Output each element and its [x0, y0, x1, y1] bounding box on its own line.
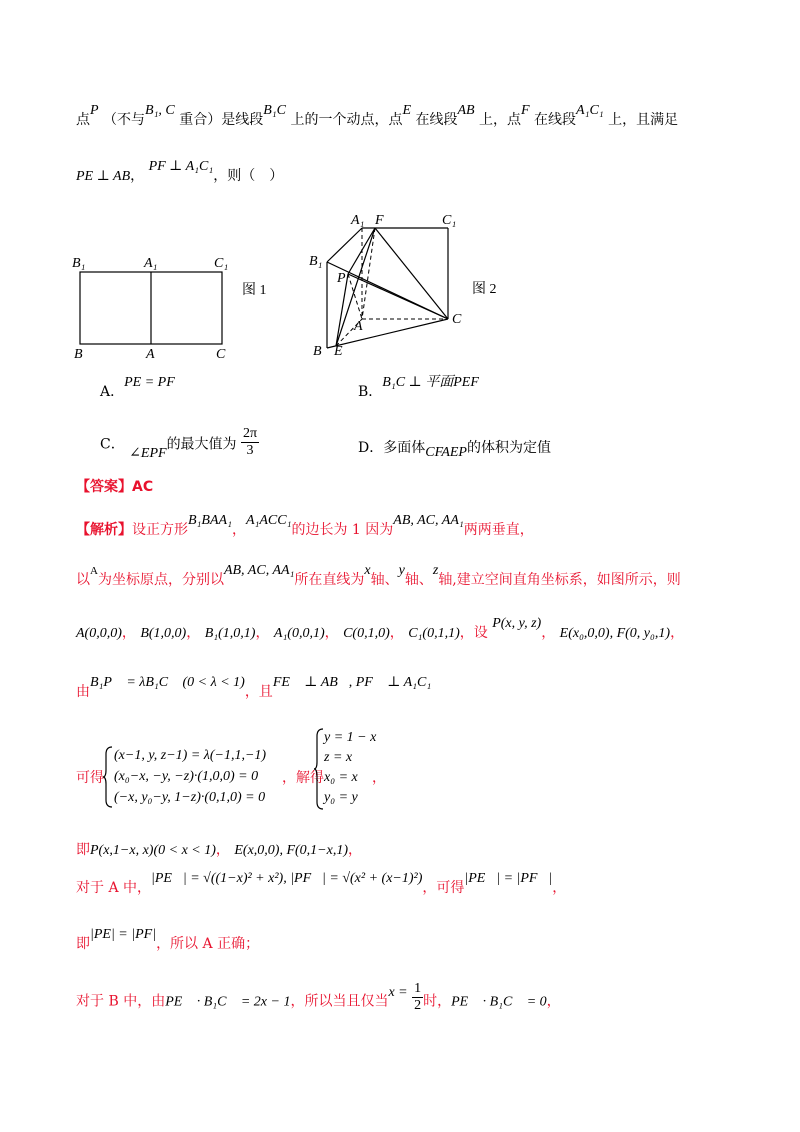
analysis-text: 所在直线为 [294, 572, 365, 588]
analysis-text: 轴、 [370, 572, 399, 588]
analysis-line-5-label [76, 768, 104, 788]
analysis-math: FE⃗ ⊥ AB⃗, PF⃗ ⊥ A₁C₁⃗ [272, 675, 443, 690]
analysis-math: |PE⃗| = |PF⃗| [464, 871, 553, 886]
analysis-math: AB, AC, AA₁ [393, 513, 464, 528]
analysis-text: ，设 [459, 625, 488, 641]
analysis-text: 由 [76, 684, 90, 700]
q-text: 重合）是线段 [179, 112, 264, 128]
answer-line [76, 477, 153, 497]
option-d-text: 多面体 [383, 440, 426, 456]
fig1-label-B: B [74, 347, 83, 362]
coord-EF: E(x₀,0,0), F(0, y₀,1) [559, 626, 671, 641]
answer-label: 【答案】 [76, 479, 132, 495]
fig2-label-F: F [375, 213, 384, 228]
q-math: A₁C₁ [576, 103, 604, 118]
fig2-label-E: E [334, 344, 343, 359]
system-2-eq-3: x₀ = x [324, 770, 358, 785]
option-c-denominator: 3 [246, 443, 254, 458]
analysis-math: P(x,1−x, x)(0 < x < 1) [90, 843, 216, 858]
q-math: AB [457, 103, 475, 118]
q-text: 上的一个动点，点 [290, 112, 403, 128]
analysis-text: 两两垂直， [463, 522, 534, 538]
q-math: P [90, 103, 99, 118]
fig2-edge [327, 319, 448, 348]
analysis-math: B₁BAA₁ [188, 513, 232, 528]
analysis-line-8 [76, 927, 260, 955]
option-c [100, 428, 259, 461]
q-math: E [402, 103, 412, 118]
analysis-text: 轴、 [404, 572, 433, 588]
fraction-numerator: 1 [414, 981, 422, 996]
fig2-dashed-edge [362, 228, 375, 319]
q-math: B₁C [263, 103, 286, 118]
coord-A: A(0,0,0) [76, 626, 122, 641]
fig2-label-A: A [354, 319, 363, 334]
system-1-eq-2: (x₀−x, −y, −z)·(1,0,0) = 0 [114, 769, 259, 784]
coord-B: B(1,0,0) [140, 626, 187, 641]
system-2-eq-2: z = x [324, 750, 353, 765]
analysis-math: |PE| = |PF| [90, 927, 157, 942]
figure-1 [60, 245, 280, 365]
analysis-text: ，可得 [422, 880, 465, 896]
option-d-math: CFAEP [425, 445, 467, 460]
question-line-1 [76, 103, 679, 131]
coord-B1: B₁(1,0,1) [204, 626, 256, 641]
option-b-label: B． [358, 384, 383, 400]
q-text: ， [130, 168, 145, 184]
analysis-math: x [364, 563, 371, 578]
option-c-math: ∠EPF [129, 445, 167, 461]
fig2-label-C: C [452, 312, 462, 327]
left-brace-2 [314, 728, 324, 810]
q-text: 上，且满足 [608, 112, 679, 128]
option-d [358, 438, 551, 459]
analysis-text: 设正方形 [132, 522, 188, 538]
fig2-edge [327, 228, 362, 262]
figure-2 [305, 210, 525, 360]
analysis-math: z [432, 563, 439, 578]
analysis-text: 即 [76, 936, 90, 952]
coord-C: C(0,1,0) [343, 626, 390, 641]
analysis-comma: ， [372, 770, 386, 786]
answer-value: AC [132, 479, 154, 495]
fig2-dashed-edge [348, 274, 362, 319]
analysis-math: PE⃗ · B₁C⃗ = 0 [451, 994, 547, 1010]
q-math: PE ⊥ AB [76, 169, 131, 184]
system-2-eq-1: y = 1 − x [324, 730, 377, 745]
system-1-eq-3: (−x, y₀−y, 1−z)·(0,1,0) = 0 [114, 790, 266, 805]
fig2-label-P: P [337, 271, 346, 286]
option-c-text: 的最大值为 [166, 436, 237, 453]
q-text: 点 [76, 112, 90, 128]
q-math: B₁, C [145, 103, 175, 118]
fig1-label-B1: B₁ [72, 256, 86, 271]
analysis-math: A₁ACC₁ [245, 513, 292, 528]
analysis-math: PE⃗ · B₁C⃗ = 2x − 1 [165, 994, 291, 1010]
option-c-numerator: 2π [243, 426, 258, 441]
fraction-denominator: 2 [414, 998, 422, 1013]
analysis-line-3: A(0,0,0)， B(1,0,0)， B₁(1,0,1)， A₁(0,0,1)， C(0,1,0)， C₁(0,1,1)，设 P(x, y, z)， E(x₀,0,0), F(0, y₀,1)， [76, 616, 685, 641]
fig1-label-A1: A₁ [144, 256, 158, 271]
option-a-label: A． [100, 384, 125, 400]
analysis-text: 即 [76, 842, 90, 858]
analysis-math: |PE⃗| = √((1−x)² + x²), |PF⃗| = √(x² + (x−1)²) [151, 871, 423, 886]
analysis-math: B₁P⃗ = λB₁C⃗ (0 < λ < 1) [90, 675, 245, 690]
q-text: 在线段 [415, 112, 458, 128]
analysis-math: y [398, 563, 405, 578]
analysis-text: 时， [423, 993, 452, 1010]
analysis-line-2 [76, 563, 681, 591]
analysis-math: x = [388, 984, 408, 1000]
q-text: （不与 [103, 112, 146, 128]
analysis-text: 轴,建立空间直角坐标系，如图所示，则 [438, 572, 681, 588]
analysis-math: AB, AC, AA₁ [223, 563, 295, 578]
fig2-caption: 图 2 [472, 282, 497, 297]
analysis-line-1: 【解析】设正方形B₁BAA₁，A₁ACC₁的边长为 1 因为AB, AC, AA₁两两垂直， [76, 513, 534, 538]
left-brace-1 [103, 746, 113, 808]
option-d-text: 的体积为定值 [466, 440, 551, 456]
analysis-text: 以 [76, 572, 90, 588]
analysis-text: ，所以 A 正确； [156, 936, 260, 952]
fig2-label-C1: C₁ [442, 213, 457, 228]
fig2-label-B1: B₁ [309, 254, 323, 269]
coord-P: P(x, y, z) [492, 616, 542, 631]
option-c-fraction [241, 426, 259, 459]
analysis-text: 的边长为 1 因为 [291, 522, 394, 538]
q-text: ，则（ ） [213, 168, 284, 184]
q-text: 上，点 [479, 112, 522, 128]
analysis-text: 为坐标原点，分别以 [97, 572, 224, 588]
analysis-text: 对于 A 中， [76, 880, 152, 896]
option-a [100, 375, 175, 403]
option-d-label: D． [358, 440, 384, 456]
fig2-label-A1: A₁ [351, 213, 365, 228]
analysis-text: 对于 B 中，由 [76, 993, 166, 1010]
option-b [358, 375, 479, 403]
option-a-math: PE = PF [124, 375, 175, 390]
system-1-eq-1: (x−1, y, z−1) = λ(−1,1,−1) [114, 748, 267, 763]
q-math: PF ⊥ A₁C₁ [148, 159, 214, 174]
question-line-2 [76, 159, 284, 187]
coord-C1: C₁(0,1,1) [408, 626, 460, 641]
fig1-label-C: C [216, 347, 226, 362]
analysis-line-4 [76, 675, 443, 703]
fig2-edge [375, 228, 448, 319]
analysis-text: ，所以当且仅当 [290, 993, 389, 1010]
analysis-text: ，且 [244, 684, 273, 700]
fig1-label-C1: C₁ [214, 256, 229, 271]
analysis-fraction [412, 981, 423, 1014]
fig2-label-B: B [313, 344, 322, 359]
system-2-eq-4: y₀ = y [324, 790, 358, 805]
analysis-text: 可得 [76, 770, 104, 786]
analysis-text: ，解得 [282, 770, 324, 786]
option-b-math: B₁C ⊥ 平面PEF [382, 375, 479, 390]
fig1-caption: 图 1 [242, 283, 267, 298]
fig1-label-A: A [146, 347, 155, 362]
analysis-math: E(x,0,0), F(0,1−x,1) [234, 843, 348, 858]
q-text: 在线段 [534, 112, 577, 128]
option-c-label: C． [100, 436, 125, 453]
analysis-math: A [90, 565, 98, 577]
analysis-line-9: 对于 B 中，由PE⃗ · B₁C⃗ = 2x − 1，所以当且仅当x = $\frac{1}{2}$ 时，PE⃗ · B₁C⃗ = 0， [76, 981, 561, 1013]
analysis-line-7: 对于 A 中，|PE⃗| = √((1−x)² + x²), |PF⃗| = √(x² + (x−1)²)，可得|PE⃗| = |PF⃗|， [76, 871, 567, 896]
q-math: F [521, 103, 530, 118]
analysis-line-6: 即P(x,1−x, x)(0 < x < 1)， E(x,0,0), F(0,1−x,1)， [76, 842, 362, 858]
analysis-label: 【解析】 [76, 522, 132, 538]
coord-A1: A₁(0,0,1) [273, 626, 325, 641]
